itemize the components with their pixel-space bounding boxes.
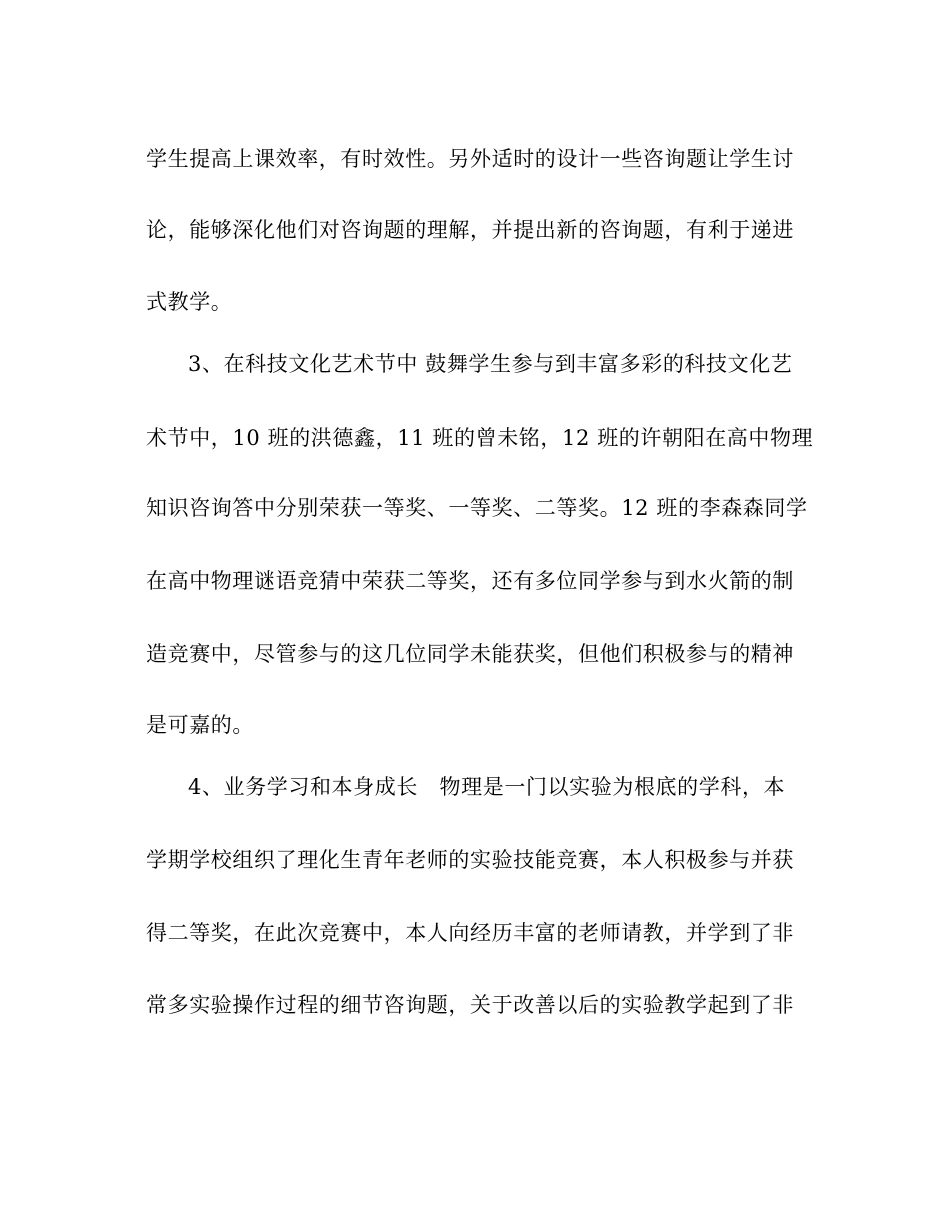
text-line: 式教学。 <box>146 290 233 314</box>
text-line: 学期学校组织了理化生青年老师的实验技能竞赛，本人积极参与并获 <box>146 848 794 872</box>
text-line: 常多实验操作过程的细节咨询题，关于改善以后的实验教学起到了非 <box>146 993 794 1017</box>
text-line: 知识咨询答中分别荣获一等奖、一等奖、二等奖。12 班的李森森同学 <box>146 496 808 520</box>
text-line: 得二等奖，在此次竞赛中，本人向经历丰富的老师请教，并学到了非 <box>146 921 794 945</box>
paragraph-3-first-line: 3、在科技文化艺术节中 鼓舞学生参与到丰富多彩的科技文化艺 <box>188 352 793 376</box>
text-line: 术节中，10 班的洪德鑫，11 班的曾未铭，12 班的许朝阳在高中物理 <box>146 426 814 450</box>
text-line: 是可嘉的。 <box>146 713 254 737</box>
text-line: 在高中物理谜语竞猜中荣获二等奖，还有多位同学参与到水火箭的制 <box>146 569 794 593</box>
text-line: 论，能够深化他们对咨询题的理解，并提出新的咨询题，有利于递进 <box>146 218 794 242</box>
paragraph-4-first-line: 4、业务学习和本身成长 物理是一门以实验为根底的学科，本 <box>188 775 786 799</box>
text-line: 学生提高上课效率，有时效性。另外适时的设计一些咨询题让学生讨 <box>146 147 794 171</box>
text-line: 造竞赛中，尽管参与的这几位同学未能获奖，但他们积极参与的精神 <box>146 642 794 666</box>
